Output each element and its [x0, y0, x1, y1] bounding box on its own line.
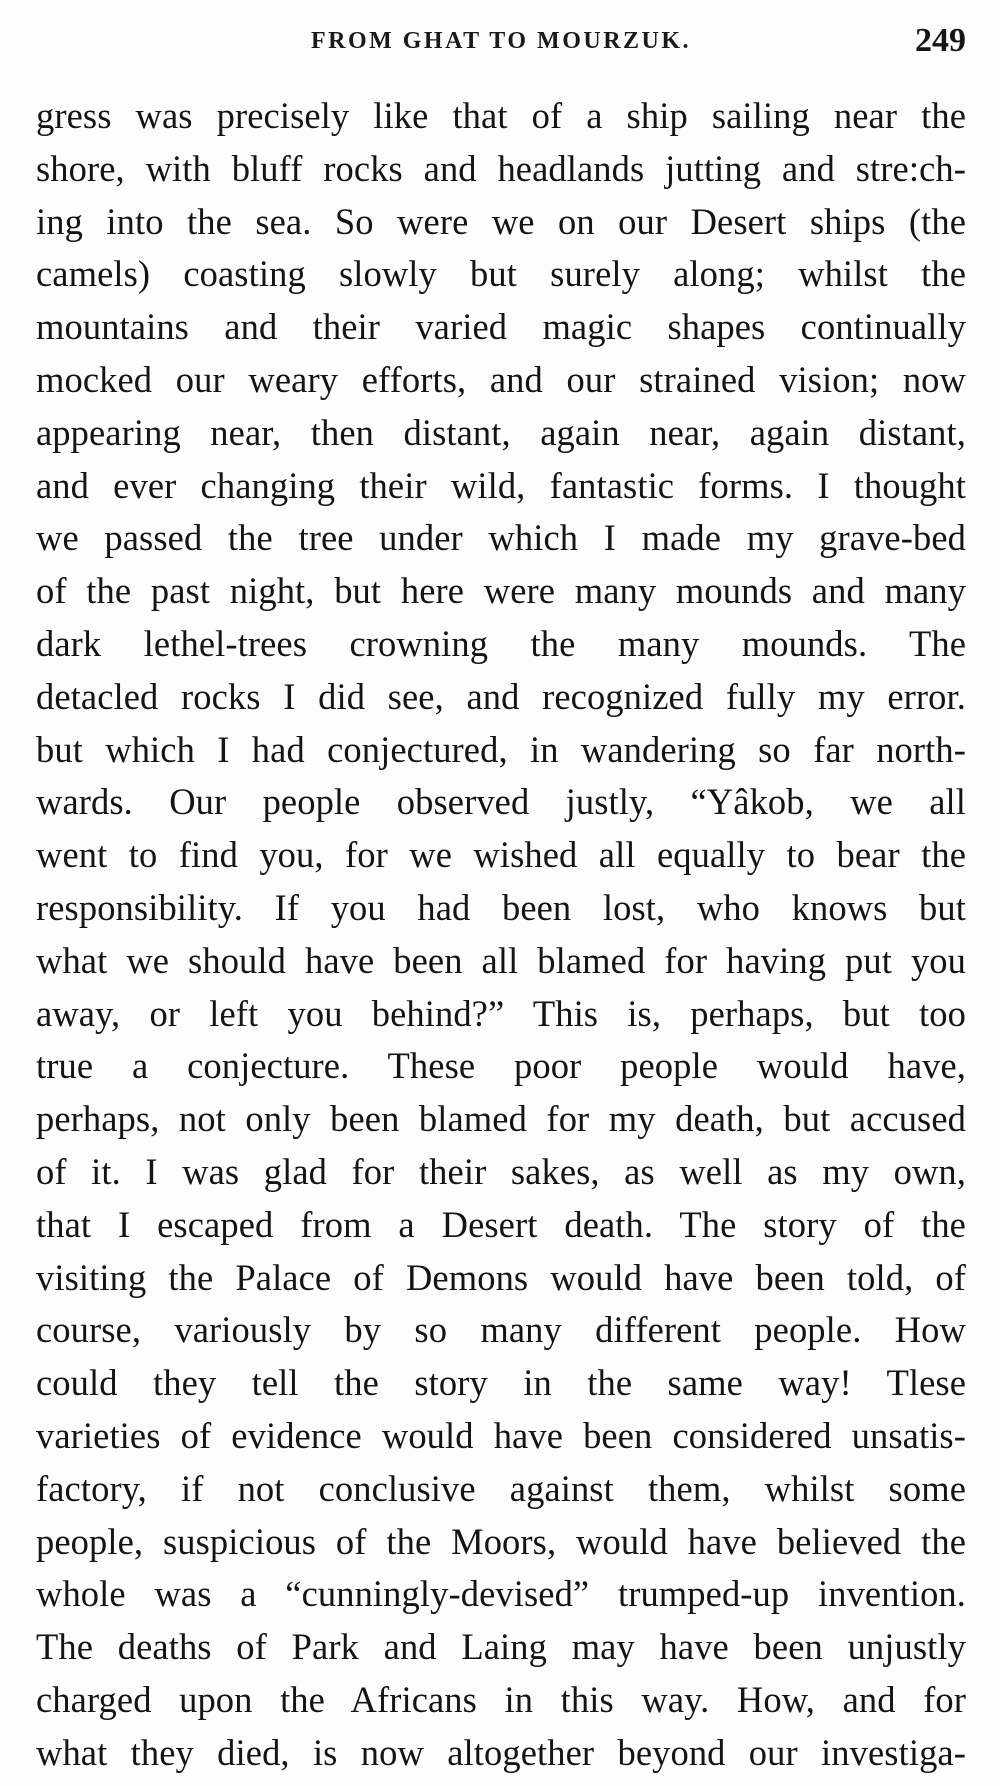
page-header	[36, 22, 966, 66]
text-line: ing into the sea. So were we on our Desert ships (the	[36, 200, 966, 242]
text-line: course, variously by so many different people. How	[36, 1309, 966, 1351]
text-line: wards. Our people observed justly, “Yâkob, we all	[36, 781, 966, 823]
text-line: but which I had conjectured, in wandering so far north-	[36, 728, 966, 770]
text-line: that I escaped from a Desert death. The story of the	[36, 1203, 966, 1245]
text-line: went to find you, for we wished all equally to bear the	[36, 834, 966, 876]
text-line: true a conjecture. These poor people would have,	[36, 1045, 966, 1087]
text-line: could they tell the story in the same way! Tlese	[36, 1362, 966, 1404]
text-line: we passed the tree under which I made my grave-bed	[36, 517, 966, 559]
text-line: perhaps, not only been blamed for my death, but accused	[36, 1098, 966, 1140]
text-line: The deaths of Park and Laing may have been unjustly	[36, 1626, 966, 1668]
text-line: people, suspicious of the Moors, would have believed the	[36, 1520, 966, 1562]
text-line: what we should have been all blamed for having put you	[36, 939, 966, 981]
text-line: shore, with bluff rocks and headlands jutting and stre:ch-	[36, 147, 966, 189]
text-line: of it. I was glad for their sakes, as well as my own,	[36, 1150, 966, 1192]
text-line: charged upon the Africans in this way. How, and for	[36, 1678, 966, 1720]
text-line: factory, if not conclusive against them, whilst some	[36, 1467, 966, 1509]
text-line: of the past night, but here were many mounds and many	[36, 570, 966, 612]
text-line: visiting the Palace of Demons would have been told, of	[36, 1256, 966, 1298]
text-line: dark lethel-trees crowning the many mounds. The	[36, 622, 966, 664]
text-line: what they died, is now altogether beyond our investiga-	[36, 1731, 966, 1773]
text-line: appearing near, then distant, again near, again distant,	[36, 411, 966, 453]
text-line: whole was a “cunningly-devised” trumped-up invention.	[36, 1573, 966, 1615]
running-head: FROM GHAT TO MOURZUK.	[310, 28, 692, 54]
text-line: away, or left you behind?” This is, perhaps, but too	[36, 992, 966, 1034]
text-line: gress was precisely like that of a ship sailing near the	[36, 95, 966, 136]
text-line: detacled rocks I did see, and recognized fully my error.	[36, 675, 966, 717]
body-text	[36, 90, 966, 1780]
text-line: mocked our weary efforts, and our strained vision; now	[36, 358, 966, 400]
text-line: camels) coasting slowly but surely along; whilst the	[36, 253, 966, 295]
text-line: mountains and their varied magic shapes continually	[36, 306, 966, 348]
text-line: varieties of evidence would have been considered unsatis-	[36, 1414, 966, 1456]
text-line: responsibility. If you had been lost, who knows but	[36, 886, 966, 928]
page-number: 249	[915, 22, 966, 59]
text-line: and ever changing their wild, fantastic forms. I thought	[36, 464, 966, 506]
